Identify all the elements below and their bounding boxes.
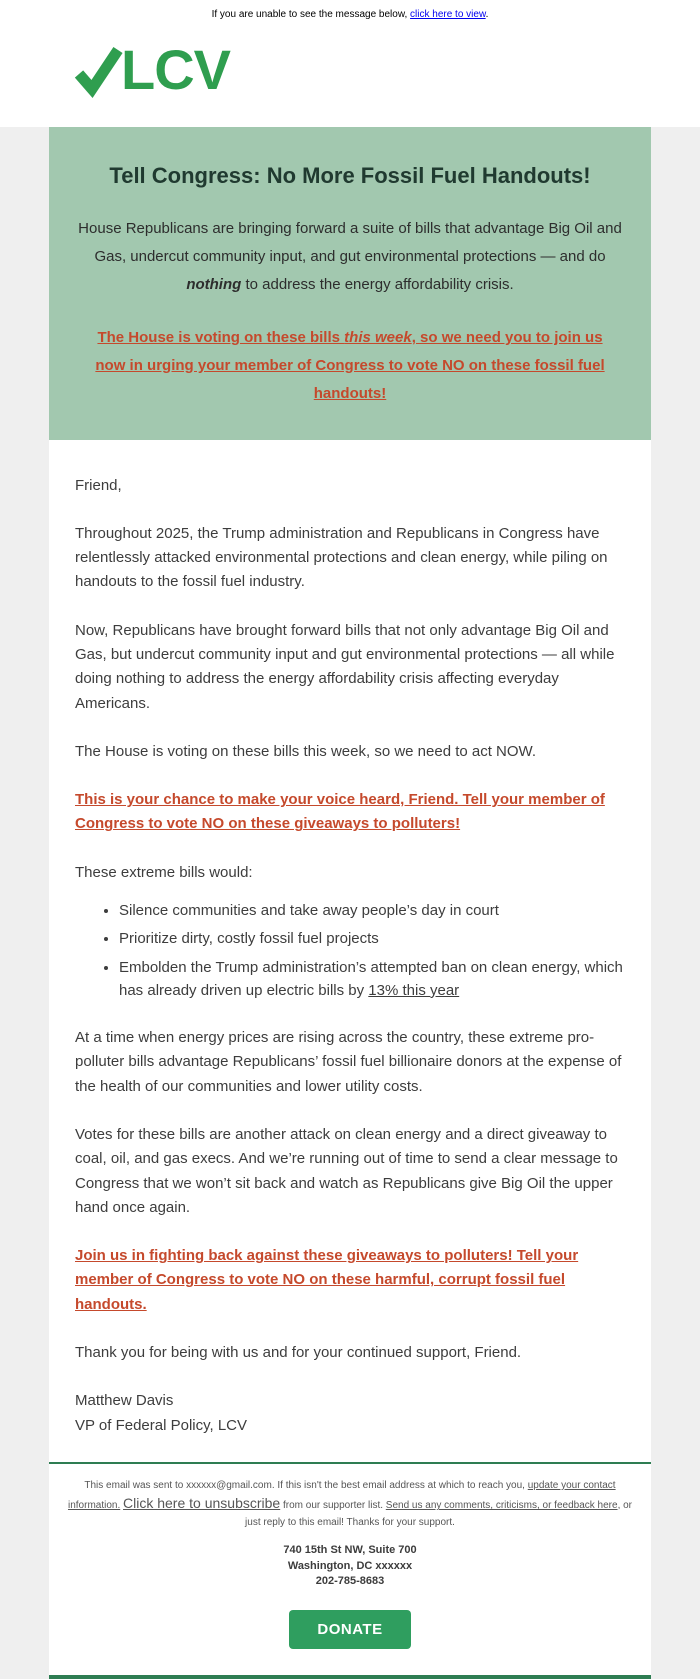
bullet-item-2: • Prioritize dirty, costly fossil fuel projects (119, 927, 625, 950)
lcv-checkmark-icon (73, 40, 125, 100)
cta-paragraph-1 (75, 788, 625, 837)
signature-name: Matthew Davis (75, 1392, 174, 1410)
postal-address (63, 1543, 637, 1591)
email-body (49, 127, 651, 1679)
signature-title: VP of Federal Policy, LCV (75, 1416, 248, 1434)
bullet-item-3: • Embolden the Trump administration’s attempted ban on clean energy, which has already driven up electric bills by 13% this year (119, 956, 625, 1003)
electric-bills-link[interactable]: 13% this year (368, 981, 460, 999)
preheader-suffix: . (485, 9, 489, 20)
letter-body (49, 440, 651, 1462)
hero-cta-link[interactable]: The House is voting on these bills this week, so we need you to join us now in urging your member of Congress to vote NO on these fossil fuel handouts! (95, 329, 605, 402)
thanks-paragraph: Thank you for being with us and for your continued support, Friend. (75, 1344, 522, 1362)
donate-button[interactable]: DONATE (289, 1610, 410, 1649)
paragraph-3: The House is voting on these bills this week, so we need to act NOW. (75, 742, 537, 760)
bullet-item-1: • Silence communities and take away people’s day in court (119, 899, 625, 922)
cta-paragraph-2 (75, 1244, 625, 1317)
paragraph-1: Throughout 2025, the Trump administration and Republicans in Congress have relentlessly attacked environmental protections and clean energy, while piling on handouts to the fossil fuel industry. (75, 524, 608, 591)
email-header-strip (0, 0, 700, 127)
preheader (0, 0, 700, 24)
preheader-text: If you are unable to see the message below, (211, 9, 411, 20)
bullet-list (75, 899, 625, 1002)
unsubscribe-link[interactable]: Click here to unsubscribe (123, 1495, 281, 1512)
signature (75, 1389, 625, 1438)
hero-paragraph: House Republicans are bringing forward a suite of bills that advantage Big Oil and Gas, undercut community input, and gut environmental protections — and do nothing to address the energy affordability crisis. (78, 220, 622, 293)
lcv-logo-text: LCV (121, 38, 230, 101)
address-phone: 202-785-8683 (315, 1575, 385, 1588)
update-contact-link[interactable]: update your contact information. (67, 1479, 616, 1512)
address-street: 740 15th St NW, Suite 700 (283, 1543, 417, 1556)
paragraph-2: Now, Republicans have brought forward bills that not only advantage Big Oil and Gas, but undercut community input and gut environmental protections — all while doing nothing to address the energy affordability crisis affecting everyday Americans. (75, 621, 615, 712)
hero-banner (49, 127, 651, 440)
salutation: Friend, (75, 476, 122, 494)
cta-link-2[interactable]: Join us in fighting back against these giveaways to polluters! Tell your member of Congress to vote NO on these harmful, corrupt fossil fuel handouts. (75, 1247, 579, 1313)
footer-fine-print: This email was sent to xxxxxx@gmail.com. If this isn't the best email address at which to reach you, update your contact information. Click here to unsubscribe from our supporter list. Send us any comments, criticisms, or feedback here, or just reply to this email! Thanks for your support. (67, 1479, 633, 1529)
hero-title: Tell Congress: No More Fossil Fuel Handouts! (109, 163, 591, 188)
lcv-logo[interactable] (73, 40, 230, 100)
view-in-browser-link[interactable]: click here to view (410, 9, 486, 20)
paragraph-5: Votes for these bills are another attack on clean energy and a direct giveaway to coal, oil, and gas execs. And we’re running out of time to send a clear message to Congress that we won’t sit back and watch as Republicans give Big Oil the upper hand once again. (75, 1125, 618, 1216)
address-city: Washington, DC xxxxxx (287, 1559, 413, 1572)
paragraph-4: At a time when energy prices are rising across the country, these extreme pro-polluter bills advantage Republicans’ fossil fuel billionaire donors at the expense of the health of our communities and lower utility costs. (75, 1029, 622, 1095)
feedback-link[interactable]: Send us any comments, criticisms, or feedback here (385, 1500, 618, 1512)
footer (49, 1462, 651, 1679)
cta-link-1[interactable]: This is your chance to make your voice heard, Friend. Tell your member of Congress to vote NO on these giveaways to polluters! (75, 791, 605, 833)
bullets-intro: These extreme bills would: (75, 863, 253, 881)
hero-emphasis: nothing (186, 275, 242, 293)
